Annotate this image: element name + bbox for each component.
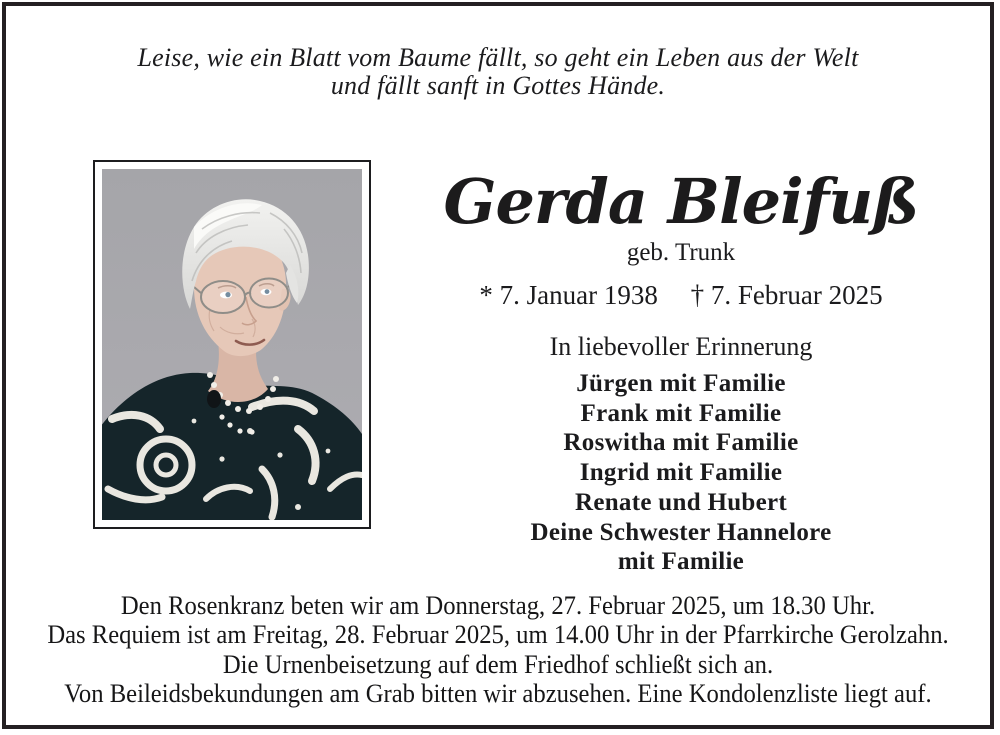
obituary-notice xyxy=(2,2,994,729)
mourner-line: Roswitha mit Familie xyxy=(563,429,799,457)
deceased-name: Gerda Bleifuß xyxy=(443,165,919,238)
photo-frame xyxy=(93,160,371,529)
mourner-line: Renate und Hubert xyxy=(574,488,788,516)
memorial-line: In liebevoller Erinnerung xyxy=(549,332,813,361)
death-date: † 7. Februar 2025 xyxy=(690,280,883,310)
mourner-line: Ingrid mit Familie xyxy=(579,459,783,487)
announcement-rosary: Den Rosenkranz beten wir am Donnerstag, 27. Februar 2025, um 18.30 Uhr. xyxy=(120,590,876,620)
life-dates xyxy=(406,280,956,311)
deceased-portrait-photo xyxy=(102,169,362,520)
maiden-name: geb. Trunk xyxy=(626,239,736,266)
mourners-list xyxy=(406,369,956,577)
epitaph-verse xyxy=(6,44,990,100)
mourner-line: Frank mit Familie xyxy=(580,399,782,427)
mourner-line: Jürgen mit Familie xyxy=(576,370,786,397)
mourner-line: mit Familie xyxy=(617,548,745,576)
service-announcements xyxy=(6,591,990,708)
mourner-line: Deine Schwester Hannelore xyxy=(530,518,832,546)
epitaph-line-1: Leise, wie ein Blatt vom Baume fällt, so geht ein Leben aus der Welt xyxy=(137,43,859,72)
epitaph-line-2: und fällt sanft in Gottes Hände. xyxy=(330,71,666,100)
announcement-requiem: Das Requiem ist am Freitag, 28. Februar 2025, um 14.00 Uhr in der Pfarrkirche Gerolzahn. xyxy=(47,619,949,650)
announcement-condolence: Von Beileidsbekundungen am Grab bitten wir abzusehen. Eine Kondolenzliste liegt auf. xyxy=(64,677,932,708)
announcement-burial: Die Urnenbeisetzung auf dem Friedhof schließt sich an. xyxy=(222,648,774,679)
birth-date: * 7. Januar 1938 xyxy=(479,280,658,310)
